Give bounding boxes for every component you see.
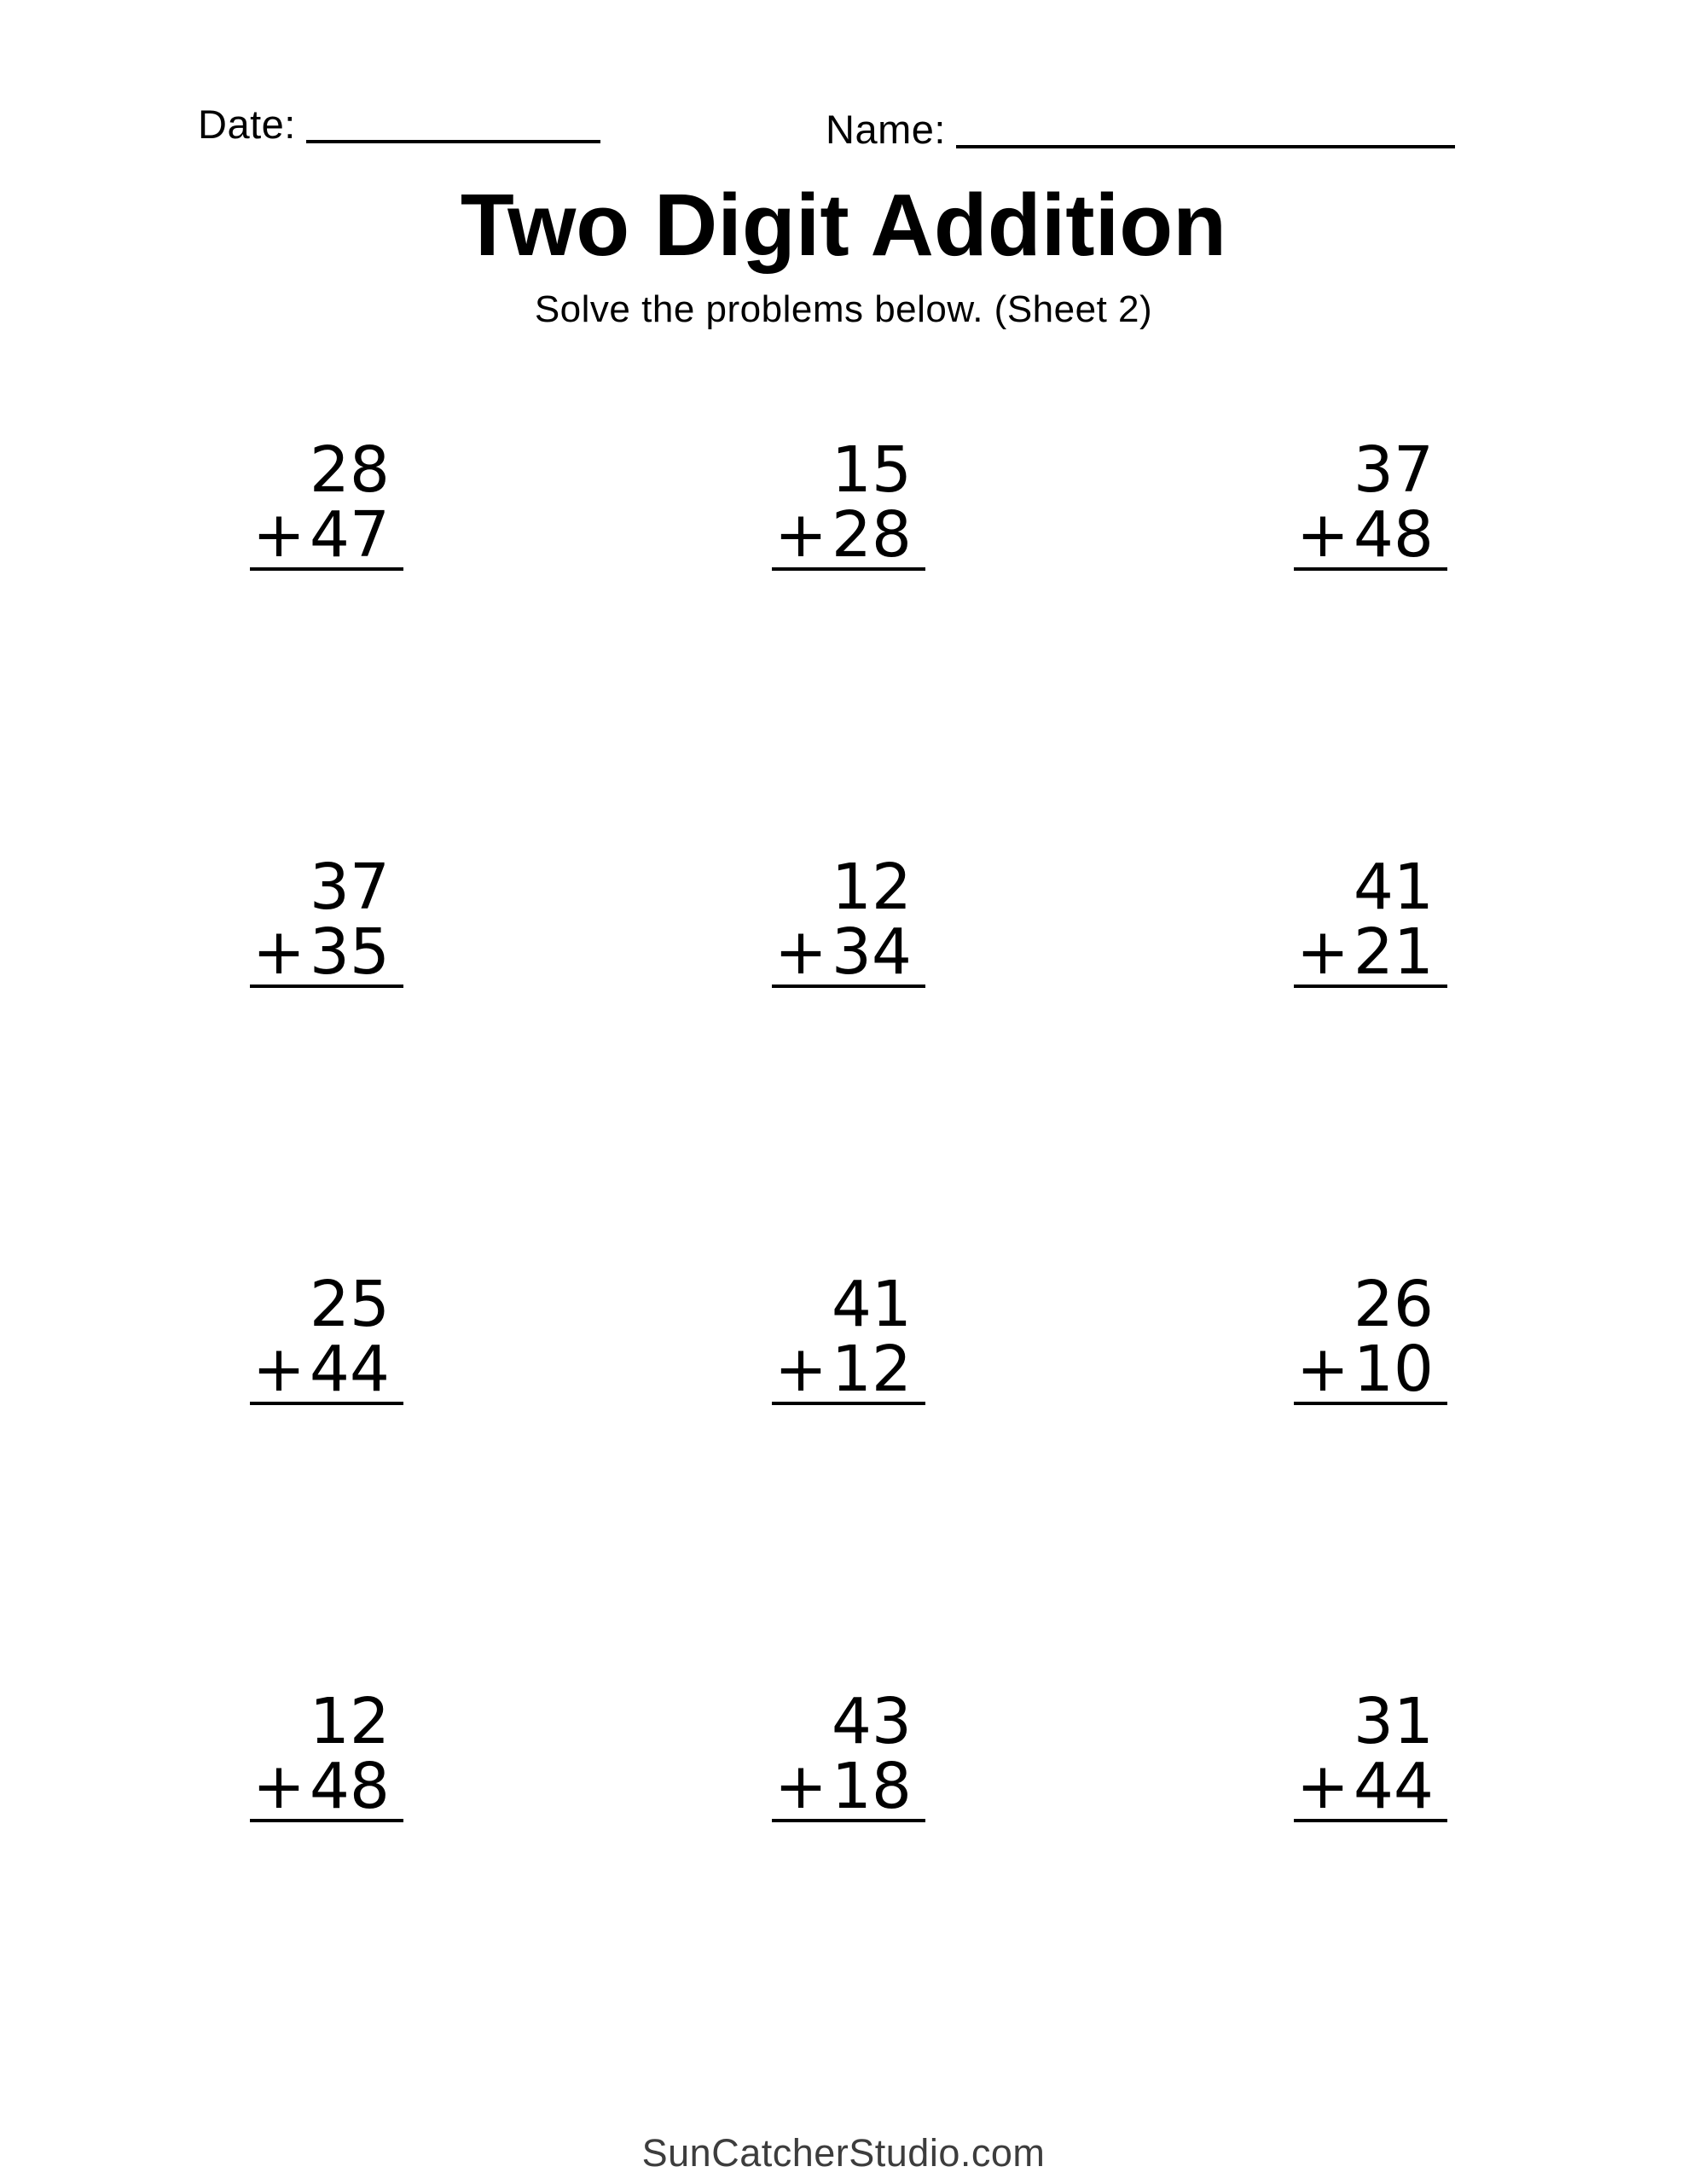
date-field [198, 102, 600, 147]
bottom-addend: 34 [831, 915, 912, 989]
bottom-row [772, 1333, 925, 1406]
top-addend: 41 [1353, 851, 1434, 924]
plus-sign: + [1296, 915, 1350, 989]
addition-problem-5 [772, 851, 925, 989]
bottom-row [250, 498, 403, 572]
top-addend: 31 [1353, 1685, 1434, 1758]
page-title: Two Digit Addition [460, 176, 1227, 274]
top-addend: 26 [1353, 1268, 1434, 1341]
plus-sign: + [1296, 1333, 1350, 1406]
bottom-row [772, 915, 925, 989]
top-addend: 37 [309, 851, 390, 924]
bottom-row [772, 498, 925, 572]
bottom-row [1294, 1750, 1447, 1823]
bottom-addend: 10 [1353, 1333, 1434, 1406]
plus-sign: + [1296, 1750, 1350, 1823]
addition-problem-6 [1294, 851, 1447, 989]
top-addend: 28 [309, 433, 390, 507]
addition-problem-1 [250, 433, 403, 572]
addition-problem-2 [772, 433, 925, 572]
bottom-addend: 28 [831, 498, 912, 572]
problems-grid [250, 433, 1447, 2106]
name-label: Name: [826, 107, 946, 152]
name-field [826, 107, 1455, 152]
addition-problem-4 [250, 851, 403, 989]
bottom-addend: 44 [1353, 1750, 1434, 1823]
addition-problem-7 [250, 1268, 403, 1406]
bottom-row [1294, 498, 1447, 572]
top-addend: 43 [831, 1685, 912, 1758]
plus-sign: + [774, 1333, 828, 1406]
bottom-addend: 21 [1353, 915, 1434, 989]
top-addend: 37 [1353, 433, 1434, 507]
bottom-addend: 35 [309, 915, 390, 989]
bottom-addend: 47 [309, 498, 390, 572]
plus-sign: + [774, 915, 828, 989]
top-addend: 41 [831, 1268, 912, 1341]
date-blank-line [306, 140, 600, 143]
date-label: Date: [198, 102, 296, 147]
bottom-row [1294, 915, 1447, 989]
bottom-addend: 18 [831, 1750, 912, 1823]
bottom-addend: 44 [309, 1333, 390, 1406]
plus-sign: + [1296, 498, 1350, 572]
page-subtitle: Solve the problems below. (Sheet 2) [534, 288, 1153, 330]
top-addend: 15 [831, 433, 912, 507]
addition-problem-11 [772, 1685, 925, 1823]
plus-sign: + [252, 498, 306, 572]
bottom-addend: 12 [831, 1333, 912, 1406]
name-blank-line [956, 145, 1455, 148]
addition-problem-10 [250, 1685, 403, 1823]
bottom-row [772, 1750, 925, 1823]
plus-sign: + [252, 915, 306, 989]
bottom-addend: 48 [309, 1750, 390, 1823]
addition-problem-12 [1294, 1685, 1447, 1823]
addition-problem-3 [1294, 433, 1447, 572]
top-addend: 12 [309, 1685, 390, 1758]
bottom-row [250, 1333, 403, 1406]
top-addend: 25 [309, 1268, 390, 1341]
plus-sign: + [774, 1750, 828, 1823]
bottom-row [250, 915, 403, 989]
footer-credit: SunCatcherStudio.com [641, 2131, 1046, 2175]
plus-sign: + [252, 1750, 306, 1823]
plus-sign: + [774, 498, 828, 572]
bottom-addend: 48 [1353, 498, 1434, 572]
plus-sign: + [252, 1333, 306, 1406]
top-addend: 12 [831, 851, 912, 924]
bottom-row [1294, 1333, 1447, 1406]
addition-problem-8 [772, 1268, 925, 1406]
addition-problem-9 [1294, 1268, 1447, 1406]
bottom-row [250, 1750, 403, 1823]
